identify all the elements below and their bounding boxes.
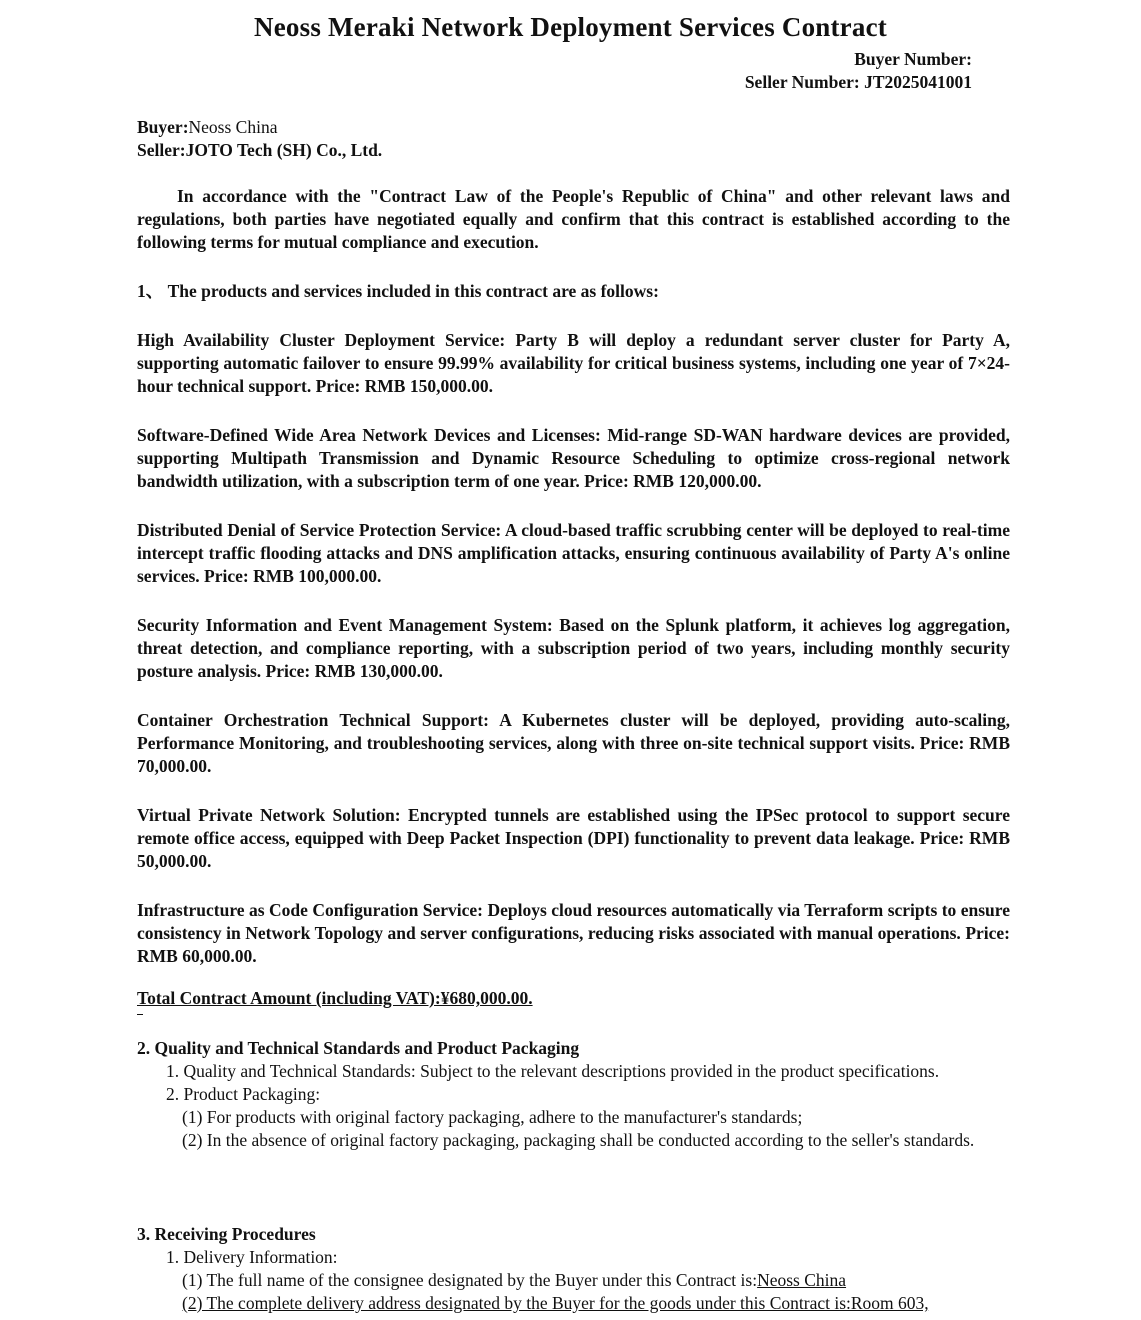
delivery-address-line: (2) The complete delivery address designated by the Buyer for the goods under this Contract is:Room 603,	[182, 1293, 929, 1313]
section2-item-2a: (1) For products with original factory packaging, adhere to the manufacturer's standards;	[182, 1107, 803, 1127]
service-item-2: Software-Defined Wide Area Network Devices and Licenses: Mid-range SD-WAN hardware devices are provided, supporting Multipath Transmission and Dynamic Resource Scheduling to optimize cross-regional network bandwidth utilization, with a subscription term of one year. Price: RMB 120,000.00.	[137, 425, 1010, 491]
section3-heading: 3. Receiving Procedures	[137, 1224, 316, 1244]
consignee-name: Neoss China	[757, 1270, 847, 1290]
section2-item-1: 1. Quality and Technical Standards: Subject to the relevant descriptions provided in the product specifications.	[166, 1061, 940, 1081]
section3-item-1: 1. Delivery Information:	[166, 1247, 338, 1267]
preamble: In accordance with the "Contract Law of the People's Republic of China" and other relevant laws and regulations, both parties have negotiated equally and confirm that this contract is established according to the following terms for mutual compliance and execution.	[137, 186, 1010, 252]
section2-item-2: 2. Product Packaging:	[166, 1084, 321, 1104]
service-item-4: Security Information and Event Management System: Based on the Splunk platform, it achieves log aggregation, threat detection, and compliance reporting, with a subscription period of two years, including monthly security posture analysis. Price: RMB 130,000.00.	[137, 615, 1010, 681]
section2	[137, 1037, 1010, 1152]
buyer-number: Buyer Number:	[854, 49, 972, 69]
seller-line: Seller:JOTO Tech (SH) Co., Ltd.	[137, 140, 383, 160]
parties-block	[137, 116, 1010, 162]
service-item-7: Infrastructure as Code Configuration Service: Deploys cloud resources automatically via Terraform scripts to ensure consistency in Network Topology and server configurations, reducing risks associated with manual operations. Price: RMB 60,000.00.	[137, 900, 1010, 966]
seller-number: Seller Number: JT2025041001	[744, 72, 972, 92]
service-item-6: Virtual Private Network Solution: Encrypted tunnels are established using the IPSec protocol to support secure remote office access, equipped with Deep Packet Inspection (DPI) functionality to prevent data leakage. Price: RMB 50,000.00.	[137, 805, 1010, 871]
divider	[137, 1014, 143, 1015]
section2-heading: 2. Quality and Technical Standards and Product Packaging	[137, 1038, 580, 1058]
section2-item-2b: (2) In the absence of original factory packaging, packaging shall be conducted according to the seller's standards.	[182, 1130, 975, 1150]
service-item-5: Container Orchestration Technical Support: A Kubernetes cluster will be deployed, providing auto-scaling, Performance Monitoring, and troubleshooting services, along with three on-site technical support visits. Price: RMB 70,000.00.	[137, 710, 1010, 776]
buyer-line: Buyer:Neoss China	[137, 117, 278, 137]
buyer-name: Neoss China	[188, 117, 278, 137]
contract-numbers	[745, 48, 972, 94]
section3	[137, 1223, 1010, 1315]
total-amount: Total Contract Amount (including VAT):¥680,000.00.	[137, 987, 1010, 1015]
consignee-line: (1) The full name of the consignee designated by the Buyer under this Contract is:Neoss China	[182, 1270, 847, 1290]
section1-heading: 1、 The products and services included in this contract are as follows:	[137, 281, 659, 301]
service-item-3: Distributed Denial of Service Protection Service: A cloud-based traffic scrubbing center will be deployed to real-time intercept traffic flooding attacks and DNS amplification attacks, ensuring continuous availability of Party A's online services. Price: RMB 100,000.00.	[137, 520, 1010, 586]
service-item-1: High Availability Cluster Deployment Service: Party B will deploy a redundant server cluster for Party A, supporting automatic failover to ensure 99.99% availability for critical business systems, including one year of 7×24-hour technical support. Price: RMB 150,000.00.	[137, 330, 1010, 396]
seller-name: JOTO Tech (SH) Co., Ltd.	[185, 140, 383, 160]
page-title: Neoss Meraki Network Deployment Services Contract	[254, 12, 887, 42]
